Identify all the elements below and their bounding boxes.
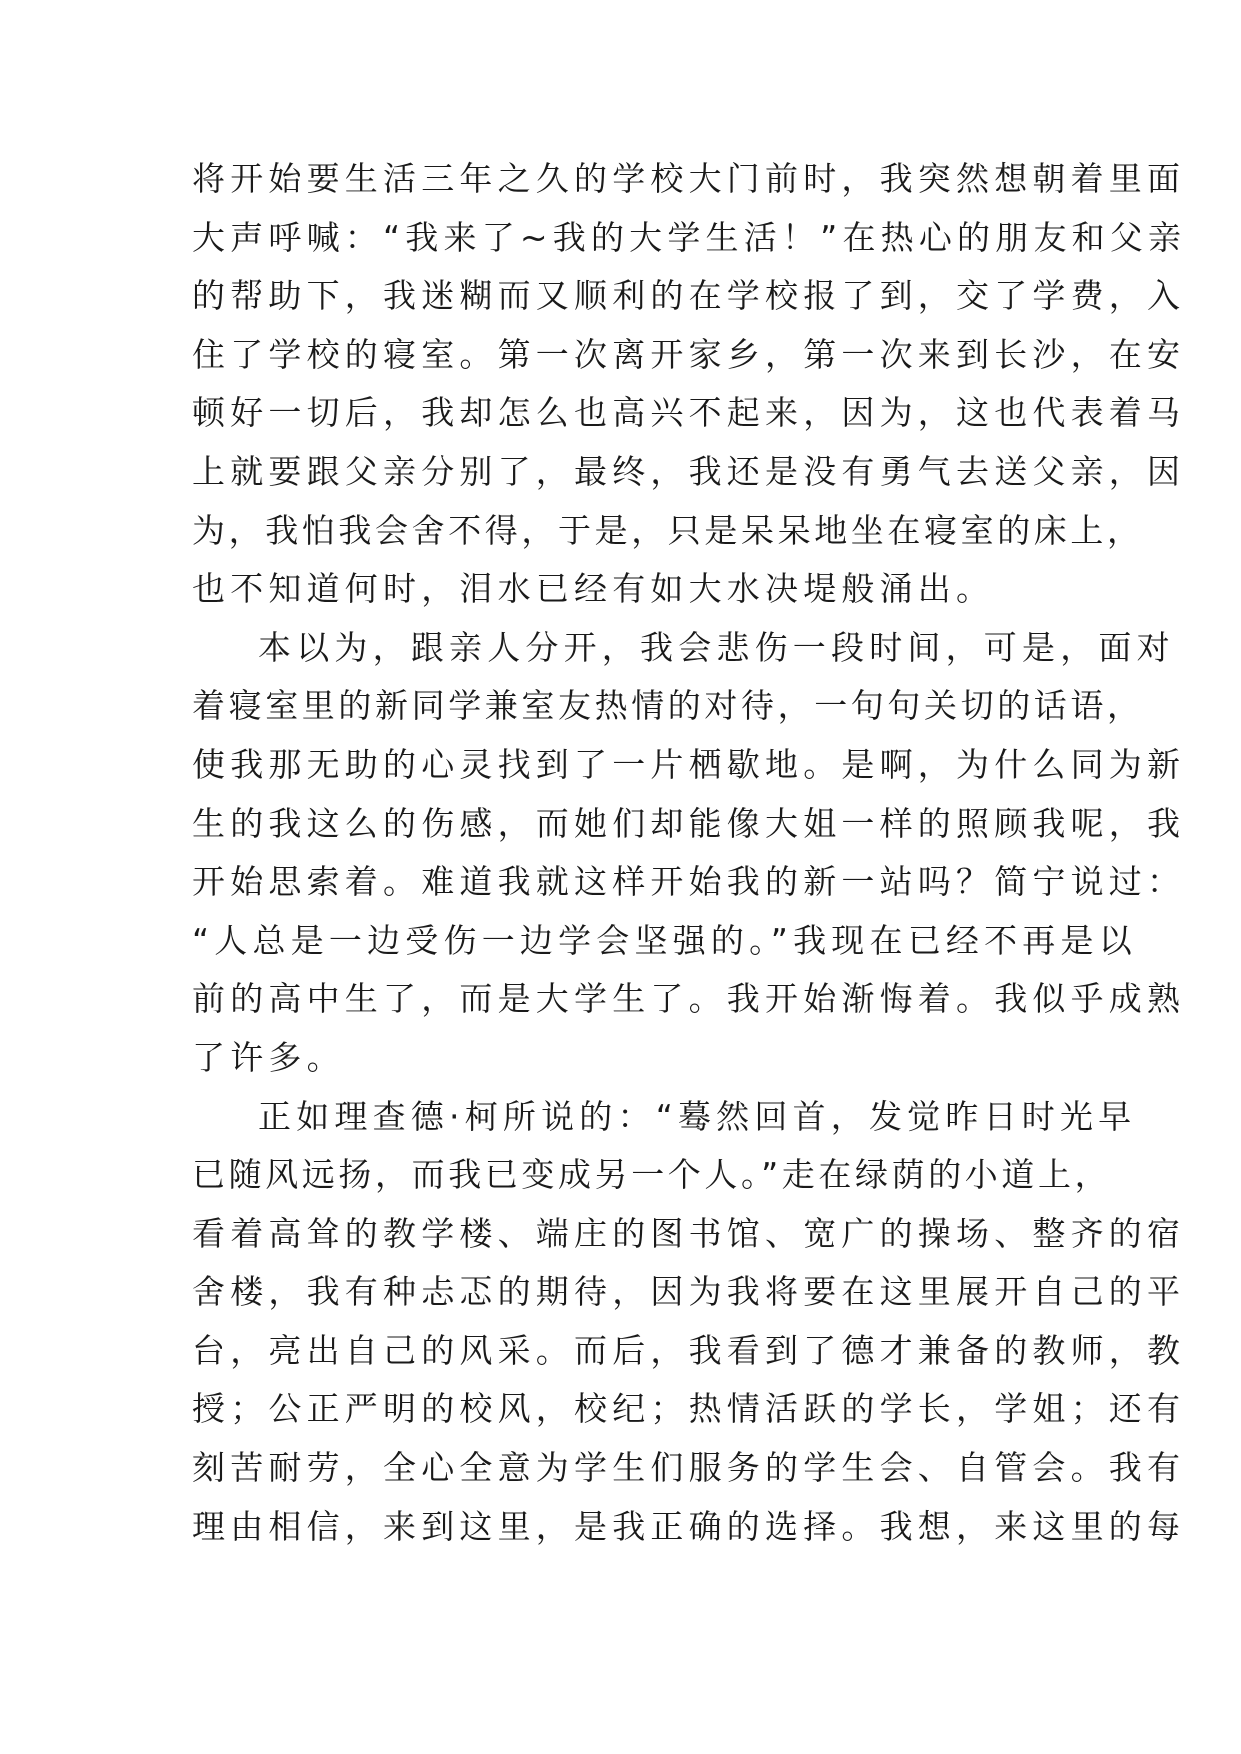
text-line: 已随风远扬，而我已变成另一个人。”走在绿荫的小道上， bbox=[192, 1155, 1112, 1195]
text-line: 也不知道何时，泪水已经有如大水决堤般涌出。 bbox=[192, 569, 995, 609]
text-line: 理由相信，来到这里，是我正确的选择。我想，来这里的每 bbox=[192, 1506, 1186, 1546]
text-line: 大声呼喊：“我来了~我的大学生活！”在热心的朋友和父亲 bbox=[192, 217, 1187, 257]
body-text bbox=[192, 150, 1187, 1556]
text-line: 住了学校的寝室。第一次离开家乡，第一次来到长沙，在安 bbox=[192, 334, 1186, 374]
text-line: 着寝室里的新同学兼室友热情的对待，一句句关切的话语， bbox=[192, 686, 1144, 726]
text-line: 为，我怕我会舍不得，于是，只是呆呆地坐在寝室的床上， bbox=[192, 510, 1144, 550]
text-line: 生的我这么的伤感，而她们却能像大姐一样的照顾我呢，我 bbox=[192, 803, 1186, 843]
text-line: 的帮助下，我迷糊而又顺利的在学校报了到，交了学费，入 bbox=[192, 276, 1186, 316]
text-line: 上就要跟父亲分别了，最终，我还是没有勇气去送父亲，因 bbox=[192, 451, 1186, 491]
text-line: 刻苦耐劳，全心全意为学生们服务的学生会、自管会。我有 bbox=[192, 1448, 1186, 1488]
paragraph-first-line: 正如理查德·柯所说的：“蓦然回首，发觉昨日时光早 bbox=[258, 1096, 1137, 1136]
text-line: 开始思索着。难道我就这样开始我的新一站吗？简宁说过： bbox=[192, 862, 1186, 902]
text-line: 将开始要生活三年之久的学校大门前时，我突然想朝着里面 bbox=[192, 159, 1186, 198]
text-line: 顿好一切后，我却怎么也高兴不起来，因为，这也代表着马 bbox=[192, 393, 1186, 433]
text-line: 了许多。 bbox=[192, 1037, 345, 1077]
text-line: 台，亮出自己的风采。而后，我看到了德才兼备的教师，教 bbox=[192, 1330, 1186, 1370]
text-line: 使我那无助的心灵找到了一片栖歇地。是啊，为什么同为新 bbox=[192, 744, 1186, 784]
text-line: 看着高耸的教学楼、端庄的图书馆、宽广的操场、整齐的宿 bbox=[192, 1213, 1186, 1253]
text-line: 舍楼，我有种忐忑的期待，因为我将要在这里展开自己的平 bbox=[192, 1272, 1186, 1312]
text-line: 授；公正严明的校风，校纪；热情活跃的学长，学姐；还有 bbox=[192, 1389, 1186, 1429]
paragraph-first-line: 本以为，跟亲人分开，我会悲伤一段时间，可是，面对 bbox=[258, 627, 1175, 667]
text-line: “人总是一边受伤一边学会坚强的。”我现在已经不再是以 bbox=[192, 920, 1137, 960]
text-line: 前的高中生了，而是大学生了。我开始渐悔着。我似乎成熟 bbox=[192, 979, 1186, 1019]
